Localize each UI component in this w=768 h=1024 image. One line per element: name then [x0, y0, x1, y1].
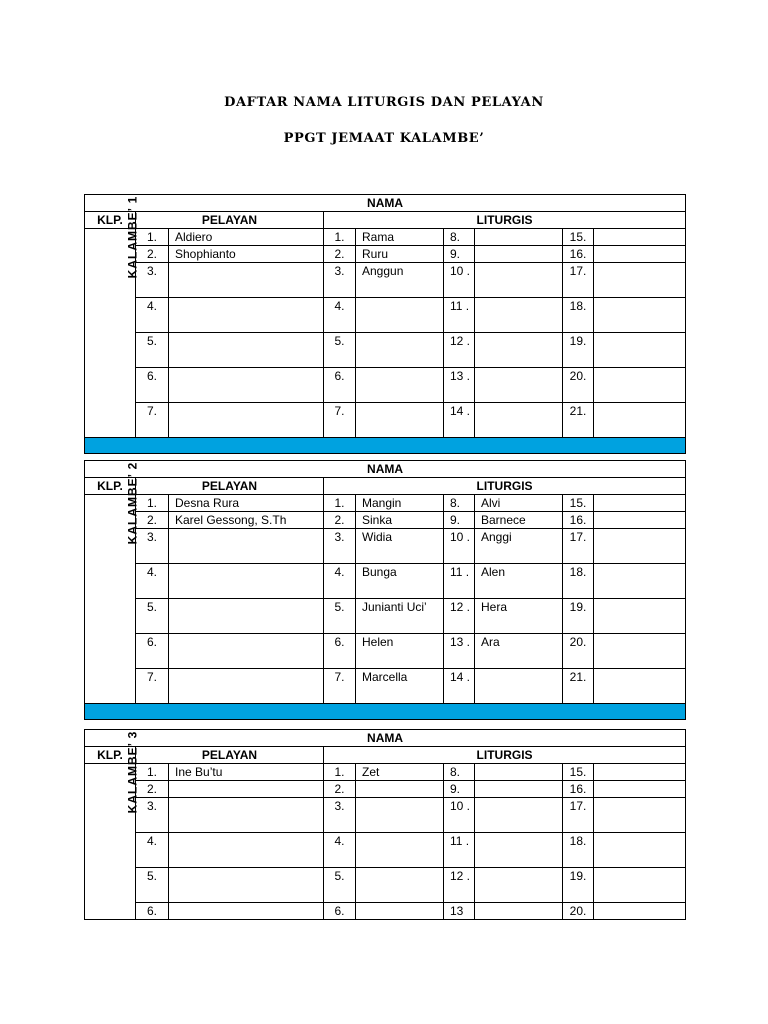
liturgis-name	[475, 368, 563, 403]
liturgis-name	[356, 868, 444, 903]
nama-header: NAMA	[85, 195, 686, 212]
liturgis-number: 15.	[563, 495, 594, 512]
liturgis-number: 8.	[444, 764, 475, 781]
liturgis-number: 4.	[324, 833, 356, 868]
liturgis-name: Marcella	[356, 669, 444, 704]
separator-band	[85, 438, 686, 454]
liturgis-number: 6.	[324, 368, 356, 403]
pelayan-name: Aldiero	[169, 229, 324, 246]
liturgis-name	[594, 246, 686, 263]
pelayan-name	[169, 263, 324, 298]
liturgis-number: 3.	[324, 798, 356, 833]
liturgis-number: 19.	[563, 599, 594, 634]
liturgis-name	[475, 229, 563, 246]
liturgis-number: 18.	[563, 298, 594, 333]
liturgis-number: 5.	[324, 599, 356, 634]
liturgis-number: 9.	[444, 781, 475, 798]
liturgis-number: 14 .	[444, 403, 475, 438]
liturgis-name: Bunga	[356, 564, 444, 599]
liturgis-name: Helen	[356, 634, 444, 669]
liturgis-name	[594, 403, 686, 438]
liturgis-name	[356, 903, 444, 920]
pelayan-header: PELAYAN	[136, 747, 324, 764]
group-table-2	[84, 460, 686, 720]
liturgis-name	[475, 298, 563, 333]
liturgis-number: 21.	[563, 403, 594, 438]
liturgis-name	[475, 333, 563, 368]
liturgis-name: Sinka	[356, 512, 444, 529]
liturgis-number: 13 .	[444, 634, 475, 669]
liturgis-number: 18.	[563, 833, 594, 868]
liturgis-name	[594, 564, 686, 599]
liturgis-name	[594, 263, 686, 298]
liturgis-name	[475, 903, 563, 920]
liturgis-number: 13	[444, 903, 475, 920]
liturgis-name	[356, 781, 444, 798]
liturgis-name	[475, 868, 563, 903]
liturgis-name	[594, 529, 686, 564]
document-title: DAFTAR NAMA LITURGIS DAN PELAYAN	[224, 95, 544, 110]
liturgis-number: 11 .	[444, 564, 475, 599]
liturgis-name	[594, 764, 686, 781]
liturgis-name	[594, 512, 686, 529]
liturgis-number: 2.	[324, 246, 356, 263]
separator-band	[85, 704, 686, 720]
pelayan-name	[169, 529, 324, 564]
pelayan-number: 1.	[136, 229, 169, 246]
pelayan-number: 2.	[136, 246, 169, 263]
liturgis-number: 11 .	[444, 298, 475, 333]
pelayan-name	[169, 781, 324, 798]
pelayan-number: 2.	[136, 781, 169, 798]
liturgis-name	[475, 764, 563, 781]
pelayan-header: PELAYAN	[136, 212, 324, 229]
pelayan-name: Desna Rura	[169, 495, 324, 512]
liturgis-name	[475, 798, 563, 833]
pelayan-number: 7.	[136, 669, 169, 704]
klp-header: KLP.	[85, 478, 136, 495]
liturgis-name	[475, 781, 563, 798]
liturgis-number: 20.	[563, 368, 594, 403]
pelayan-name	[169, 403, 324, 438]
pelayan-name	[169, 298, 324, 333]
pelayan-name: Karel Gessong, S.Th	[169, 512, 324, 529]
pelayan-name: Ine Bu’tu	[169, 764, 324, 781]
liturgis-number: 15.	[563, 764, 594, 781]
liturgis-name	[594, 669, 686, 704]
liturgis-number: 13 .	[444, 368, 475, 403]
liturgis-number: 6.	[324, 634, 356, 669]
group-table-1	[84, 194, 686, 454]
liturgis-number: 5.	[324, 333, 356, 368]
liturgis-number: 16.	[563, 781, 594, 798]
liturgis-name	[594, 368, 686, 403]
liturgis-number: 16.	[563, 512, 594, 529]
pelayan-name: Shophianto	[169, 246, 324, 263]
liturgis-name	[356, 298, 444, 333]
group-label: KALAMBE’ 3	[125, 730, 140, 814]
liturgis-name: Mangin	[356, 495, 444, 512]
liturgis-number: 1.	[324, 495, 356, 512]
liturgis-name	[594, 495, 686, 512]
liturgis-number: 8.	[444, 229, 475, 246]
group-table-3	[84, 729, 686, 920]
pelayan-number: 5.	[136, 868, 169, 903]
liturgis-number: 2.	[324, 512, 356, 529]
liturgis-number: 21.	[563, 669, 594, 704]
liturgis-header: LITURGIS	[324, 747, 686, 764]
liturgis-number: 7.	[324, 669, 356, 704]
liturgis-number: 19.	[563, 868, 594, 903]
liturgis-header: LITURGIS	[324, 212, 686, 229]
liturgis-name: Junianti Uci’	[356, 599, 444, 634]
liturgis-number: 3.	[324, 529, 356, 564]
liturgis-name: Widia	[356, 529, 444, 564]
klp-header: KLP.	[85, 212, 136, 229]
liturgis-number: 18.	[563, 564, 594, 599]
liturgis-name: Anggun	[356, 263, 444, 298]
liturgis-number: 20.	[563, 634, 594, 669]
liturgis-name	[594, 634, 686, 669]
liturgis-name	[475, 833, 563, 868]
pelayan-number: 3.	[136, 798, 169, 833]
liturgis-name	[594, 599, 686, 634]
pelayan-number: 3.	[136, 263, 169, 298]
nama-header: NAMA	[85, 730, 686, 747]
liturgis-number: 9.	[444, 512, 475, 529]
pelayan-number: 1.	[136, 764, 169, 781]
pelayan-name	[169, 903, 324, 920]
liturgis-name: Alvi	[475, 495, 563, 512]
liturgis-header: LITURGIS	[324, 478, 686, 495]
pelayan-name	[169, 868, 324, 903]
liturgis-name: Rama	[356, 229, 444, 246]
liturgis-number: 15.	[563, 229, 594, 246]
pelayan-name	[169, 798, 324, 833]
pelayan-name	[169, 599, 324, 634]
liturgis-number: 4.	[324, 298, 356, 333]
liturgis-number: 12 .	[444, 599, 475, 634]
nama-header: NAMA	[85, 461, 686, 478]
pelayan-number: 7.	[136, 403, 169, 438]
pelayan-number: 6.	[136, 903, 169, 920]
liturgis-number: 10 .	[444, 529, 475, 564]
liturgis-number: 7.	[324, 403, 356, 438]
liturgis-name	[594, 798, 686, 833]
liturgis-number: 8.	[444, 495, 475, 512]
liturgis-number: 16.	[563, 246, 594, 263]
pelayan-header: PELAYAN	[136, 478, 324, 495]
liturgis-name: Hera	[475, 599, 563, 634]
liturgis-number: 10 .	[444, 263, 475, 298]
liturgis-name: Anggi	[475, 529, 563, 564]
liturgis-number: 17.	[563, 798, 594, 833]
liturgis-number: 12 .	[444, 333, 475, 368]
liturgis-name	[594, 833, 686, 868]
pelayan-number: 3.	[136, 529, 169, 564]
liturgis-name	[475, 403, 563, 438]
liturgis-name: Zet	[356, 764, 444, 781]
liturgis-name	[356, 403, 444, 438]
pelayan-number: 4.	[136, 564, 169, 599]
pelayan-name	[169, 833, 324, 868]
group-label: KALAMBE’ 1	[125, 195, 140, 279]
liturgis-number: 12 .	[444, 868, 475, 903]
liturgis-number: 2.	[324, 781, 356, 798]
pelayan-name	[169, 368, 324, 403]
liturgis-name	[594, 903, 686, 920]
pelayan-number: 4.	[136, 298, 169, 333]
liturgis-number: 19.	[563, 333, 594, 368]
liturgis-name: Ruru	[356, 246, 444, 263]
pelayan-name	[169, 634, 324, 669]
liturgis-name	[475, 246, 563, 263]
liturgis-name: Barnece	[475, 512, 563, 529]
liturgis-name	[594, 298, 686, 333]
liturgis-number: 10 .	[444, 798, 475, 833]
pelayan-number: 5.	[136, 333, 169, 368]
pelayan-number: 6.	[136, 634, 169, 669]
liturgis-name	[356, 368, 444, 403]
pelayan-number: 5.	[136, 599, 169, 634]
liturgis-name: Ara	[475, 634, 563, 669]
liturgis-number: 3.	[324, 263, 356, 298]
liturgis-name	[475, 669, 563, 704]
liturgis-number: 9.	[444, 246, 475, 263]
liturgis-number: 6.	[324, 903, 356, 920]
liturgis-number: 14 .	[444, 669, 475, 704]
klp-header: KLP.	[85, 747, 136, 764]
liturgis-name	[356, 798, 444, 833]
pelayan-number: 4.	[136, 833, 169, 868]
liturgis-name	[594, 229, 686, 246]
pelayan-number: 2.	[136, 512, 169, 529]
pelayan-name	[169, 333, 324, 368]
pelayan-number: 6.	[136, 368, 169, 403]
pelayan-name	[169, 669, 324, 704]
pelayan-number: 1.	[136, 495, 169, 512]
group-label: KALAMBE’ 2	[125, 461, 140, 545]
liturgis-number: 1.	[324, 764, 356, 781]
liturgis-name	[356, 833, 444, 868]
liturgis-number: 5.	[324, 868, 356, 903]
liturgis-number: 1.	[324, 229, 356, 246]
liturgis-name	[594, 781, 686, 798]
liturgis-name	[356, 333, 444, 368]
liturgis-number: 17.	[563, 529, 594, 564]
liturgis-name	[594, 868, 686, 903]
liturgis-name: Alen	[475, 564, 563, 599]
liturgis-number: 11 .	[444, 833, 475, 868]
liturgis-name	[475, 263, 563, 298]
pelayan-name	[169, 564, 324, 599]
liturgis-number: 20.	[563, 903, 594, 920]
liturgis-number: 4.	[324, 564, 356, 599]
liturgis-number: 17.	[563, 263, 594, 298]
liturgis-name	[594, 333, 686, 368]
document-subtitle: PPGT JEMAAT KALAMBE’	[283, 131, 485, 146]
